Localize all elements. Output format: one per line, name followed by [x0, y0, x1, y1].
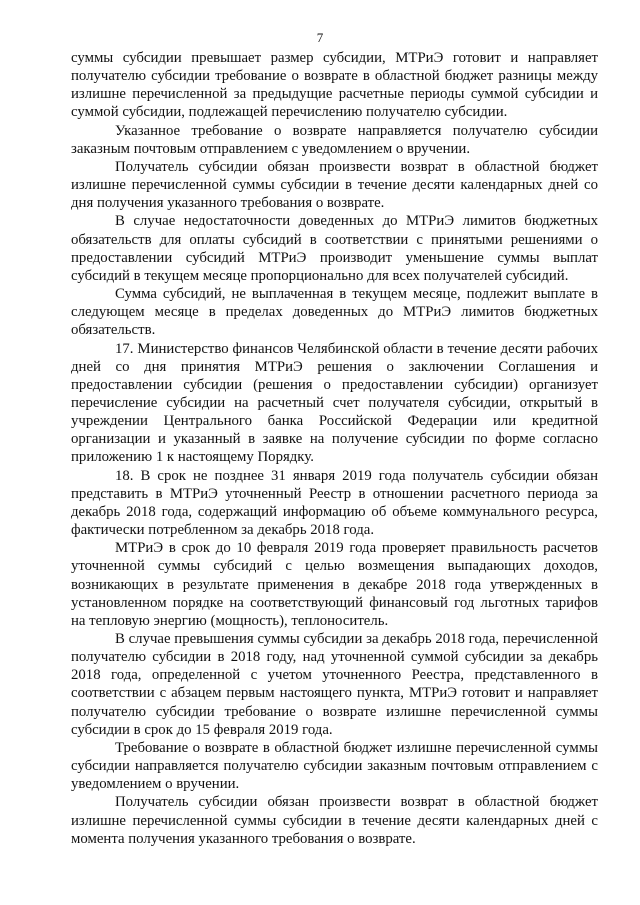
paragraph-item-18: 18. В срок не позднее 31 января 2019 года получатель субсидии обязан представить в МТРиЭ уточненный Реестр в отношении расчетного периода за декабрь 2018 года, содержащий информацию об объеме коммунального ресурса, фактически потребленном за декабрь 2018 года. — [71, 467, 598, 539]
page-number: 7 — [316, 30, 324, 45]
paragraph-item-17: 17. Министерство финансов Челябинской области в течение десяти рабочих дней со дня принятия МТРиЭ решения о заключении Соглашения и предоставлении субсидии (решения о предоставлении субсидии) организует перечисление субсидии на расчетный счет получателя субсидии, открытый в учреждении Центрального банка Российской Федерации или кредитной организации и указанный в заявке на получение субсидии по форме согласно приложению 1 к настоящему Порядку. — [71, 340, 598, 466]
paragraph-final-return: Получатель субсидии обязан произвести возврат в областной бюджет излишне перечисленной суммы субсидии в течение десяти календарных дней с момента получения указанного требования о возврате. — [71, 794, 598, 847]
paragraph-limit-shortage: В случае недостаточности доведенных до МТРиЭ лимитов бюджетных обязательств для оплаты субсидий в соответствии с принятыми решениями о предоставлении субсидий МТРиЭ производит уменьшение суммы выплат субсидий в текущем месяце пропорционально для всех получателей субсидий. — [71, 213, 598, 284]
document-body — [71, 49, 598, 848]
paragraph-unpaid-amount: Сумма субсидий, не выплаченная в текущем месяце, подлежит выплате в следующем месяце в пределах доведенных до МТРиЭ лимитов бюджетных обязательств. — [71, 286, 598, 339]
paragraph-return-obligation: Получатель субсидии обязан произвести возврат в областной бюджет излишне перечисленной суммы субсидии в течение десяти календарных дней со дня получения указанного требования о возврате. — [71, 158, 598, 212]
paragraph-notice-delivery: Указанное требование о возврате направляется получателю субсидии заказным почтовым отправлением с уведомлением о вручении. — [71, 122, 598, 157]
paragraph-continuation: суммы субсидии превышает размер субсидии, МТРиЭ готовит и направляет получателю субсидии требование о возврате в областной бюджет разницы между излишне перечисленной за предыдущие расчетные периоды суммой субсидии и суммой субсидии, подлежащей перечислению получателю субсидии. — [71, 50, 598, 121]
paragraph-return-demand: Требование о возврате в областной бюджет излишне перечисленной суммы субсидии направляется получателю субсидии заказным почтовым отправлением с уведомлением о вручении. — [71, 739, 598, 793]
paragraph-verification: МТРиЭ в срок до 10 февраля 2019 года проверяет правильность расчетов уточненной суммы субсидий с целью возмещения выпадающих доходов, возникающих в результате применения в декабре 2018 года утвержденных в установленном порядке на соответствующий финансовый год льготных тарифов на тепловую энергию (мощность), теплоноситель. — [71, 540, 598, 629]
paragraph-excess-case: В случае превышения суммы субсидии за декабрь 2018 года, перечисленной получателю субсидии в 2018 году, над уточненной суммой субсидии за декабрь 2018 года, определенной с учетом уточненного Реестра, представленного в соответствии с абзацем первым настоящего пункта, МТРиЭ готовит и направляет получателю субсидии требование о возврате излишне перечисленной суммы субсидии в срок до 15 февраля 2019 года. — [71, 631, 598, 738]
